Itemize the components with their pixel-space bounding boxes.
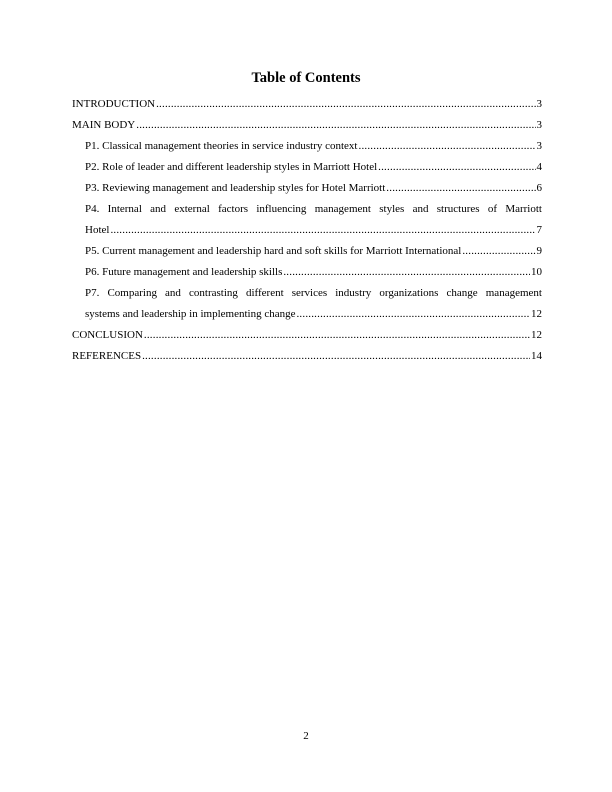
toc-entry-label: P6. Future management and leadership skills bbox=[85, 266, 283, 278]
toc-entry-conclusion[interactable] bbox=[72, 325, 542, 346]
toc-entry-page: 12 bbox=[531, 308, 542, 320]
toc-title: Table of Contents bbox=[251, 70, 361, 86]
toc-entry-label: P5. Current management and leadership hard and soft skills for Marriott International bbox=[85, 245, 462, 257]
toc-entry-label: P3. Reviewing management and leadership styles for Hotel Marriott bbox=[85, 182, 386, 194]
dot-leader bbox=[142, 346, 530, 367]
dot-leader bbox=[386, 178, 535, 199]
dot-leader bbox=[110, 220, 535, 241]
toc-entry-p4[interactable] bbox=[72, 199, 542, 241]
toc-entry-label: P1. Classical management theories in service industry context bbox=[85, 140, 358, 152]
dot-leader bbox=[462, 241, 535, 262]
toc-entry-page: 3 bbox=[536, 140, 542, 152]
toc-entry-page: 6 bbox=[536, 182, 542, 194]
toc-entry-p2[interactable] bbox=[72, 157, 542, 178]
dot-leader bbox=[283, 262, 530, 283]
toc-entry-label-line1: P4. Internal and external factors influencing management styles and structures of Marriott bbox=[85, 203, 542, 215]
toc-entry-page: 7 bbox=[536, 224, 542, 236]
toc-entry-label: P2. Role of leader and different leadership styles in Marriott Hotel bbox=[85, 161, 378, 173]
toc-entry-label: REFERENCES bbox=[72, 350, 142, 362]
toc-entry-p1[interactable] bbox=[72, 136, 542, 157]
toc-entry-label: INTRODUCTION bbox=[72, 98, 156, 110]
table-of-contents bbox=[72, 94, 542, 367]
toc-entry-label: CONCLUSION bbox=[72, 329, 143, 341]
toc-entry-label-line2: Hotel bbox=[85, 224, 110, 236]
toc-entry-main-body[interactable] bbox=[72, 115, 542, 136]
toc-entry-page: 9 bbox=[536, 245, 542, 257]
dot-leader bbox=[144, 325, 530, 346]
toc-entry-introduction[interactable] bbox=[72, 94, 542, 115]
dot-leader bbox=[359, 136, 536, 157]
dot-leader bbox=[136, 115, 535, 136]
toc-entry-page: 4 bbox=[536, 161, 542, 173]
toc-entry-page: 14 bbox=[531, 350, 542, 362]
dot-leader bbox=[378, 157, 535, 178]
toc-entry-p5[interactable] bbox=[72, 241, 542, 262]
dot-leader bbox=[156, 94, 535, 115]
toc-entry-label-line2: systems and leadership in implementing change bbox=[85, 308, 296, 320]
toc-entry-p6[interactable] bbox=[72, 262, 542, 283]
toc-entry-references[interactable] bbox=[72, 346, 542, 367]
toc-entry-label-line1: P7. Comparing and contrasting different services industry organizations change management bbox=[85, 287, 542, 299]
toc-entry-p7[interactable] bbox=[72, 283, 542, 325]
toc-entry-page: 3 bbox=[536, 98, 542, 110]
dot-leader bbox=[296, 304, 530, 325]
toc-entry-page: 10 bbox=[531, 266, 542, 278]
toc-entry-page: 12 bbox=[531, 329, 542, 341]
toc-entry-p3[interactable] bbox=[72, 178, 542, 199]
toc-entry-page: 3 bbox=[536, 119, 542, 131]
toc-entry-label: MAIN BODY bbox=[72, 119, 136, 131]
page-number: 2 bbox=[303, 730, 309, 742]
